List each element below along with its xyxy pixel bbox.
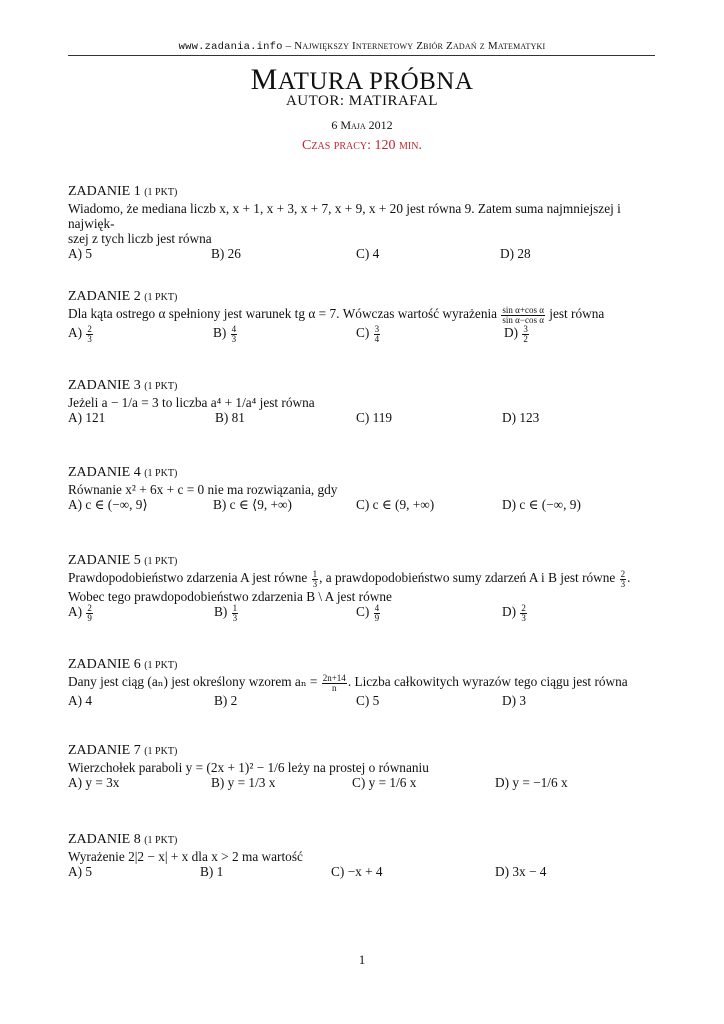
option-b[interactable]: B) y = 1/3 x xyxy=(211,775,276,790)
task-title: ZADANIE 7 (1 PKT) xyxy=(68,743,178,758)
task-text: Wierzchołek paraboli y = (2x + 1)² − 1/6 leży na prostej o równaniu xyxy=(68,760,429,775)
option-d[interactable]: D) 28 xyxy=(500,246,531,261)
option-b[interactable]: B) 81 xyxy=(215,410,245,425)
option-d[interactable]: D) $\frac{3}{2}$ xyxy=(504,324,528,344)
expression-fraction: $\frac{\text{sin α+cos α}}{\text{sin α−cos α}}$ xyxy=(502,305,544,325)
task-4 xyxy=(68,465,656,512)
task-text: Dany jest ciąg (aₙ) jest określony wzorem aₙ = $\frac{2n+14}{n}$ . Liczba całkowitych wyrazów tego ciągu jest równa xyxy=(68,673,628,693)
option-d[interactable]: D) 3x − 4 xyxy=(495,864,547,879)
task-title: ZADANIE 2 (1 PKT) xyxy=(68,289,178,304)
option-a[interactable]: A) 5 xyxy=(68,246,93,261)
task-text: Prawdopodobieństwo zdarzenia A jest równe $\frac{1}{3}$ , a prawdopodobieństwo sumy zdarzeń A i B jest równe $\frac{2}{3}$ . xyxy=(68,569,631,589)
task-text: Dla kąta ostrego α spełniony jest warunek tg α = 7. Wówczas wartość wyrażenia $\frac{\text{sin α+cos α}}{\text{sin α−cos α}}$ jest równa xyxy=(68,305,605,325)
answer-options xyxy=(68,410,656,425)
task-title: ZADANIE 3 (1 PKT) xyxy=(68,378,178,393)
option-b[interactable]: B) 26 xyxy=(211,246,241,261)
page-header xyxy=(0,40,724,53)
option-a[interactable]: A) $\frac{2}{3}$ xyxy=(68,324,92,344)
site-url[interactable]: www.zadania.info xyxy=(178,41,283,53)
option-c[interactable]: C) 5 xyxy=(356,693,380,708)
header-rule xyxy=(68,55,655,56)
page-number: 1 xyxy=(358,952,366,967)
option-c[interactable]: C) $\frac{3}{4}$ xyxy=(356,324,380,344)
task-text: Jeżeli a − 1/a = 3 to liczba a⁴ + 1/a⁴ jest równa xyxy=(68,395,315,410)
task-text: Wiadomo, że mediana liczb x, x + 1, x + 3, x + 7, x + 9, x + 20 jest równa 9. Zatem suma najmniejszej i najwięk- xyxy=(68,201,621,231)
task-title: ZADANIE 1 (1 PKT) xyxy=(68,184,178,199)
task-2 xyxy=(68,289,656,343)
answer-options xyxy=(68,325,656,343)
answer-options xyxy=(68,604,656,622)
task-3 xyxy=(68,378,656,425)
answer-options xyxy=(68,246,656,261)
option-c[interactable]: C) 119 xyxy=(356,410,393,425)
author: AUTOR: MATIRAFAL xyxy=(285,93,439,109)
option-b[interactable]: B) $\frac{4}{3}$ xyxy=(213,324,237,344)
task-title: ZADANIE 5 (1 PKT) xyxy=(68,553,178,568)
task-title: ZADANIE 8 (1 PKT) xyxy=(68,832,178,847)
option-a[interactable]: A) 121 xyxy=(68,410,106,425)
header-separator: – xyxy=(282,40,295,52)
task-text: Wyrażenie 2|2 − x| + x dla x > 2 ma wartość xyxy=(68,849,303,864)
task-title: ZADANIE 6 (1 PKT) xyxy=(68,657,178,672)
task-text: Równanie x² + 6x + c = 0 nie ma rozwiązania, gdy xyxy=(68,482,338,497)
option-d[interactable]: D) c ∈ (−∞, 9) xyxy=(502,497,581,512)
option-d[interactable]: D) 123 xyxy=(502,410,540,425)
task-text-line2: szej z tych liczb jest równa xyxy=(68,231,212,246)
option-b[interactable]: B) c ∈ ⟨9, +∞) xyxy=(213,497,292,512)
option-d[interactable]: D) y = −1/6 x xyxy=(495,775,568,790)
date: 6 Maja 2012 xyxy=(331,118,393,132)
option-a[interactable]: A) 5 xyxy=(68,864,93,879)
option-b[interactable]: B) 2 xyxy=(214,693,238,708)
option-c[interactable]: C) −x + 4 xyxy=(331,864,383,879)
header-tagline: Największy Internetowy Zbiór Zadań z Matematyki xyxy=(294,40,546,52)
answer-options xyxy=(68,497,656,512)
option-a[interactable]: A) 4 xyxy=(68,693,93,708)
option-a[interactable]: A) y = 3x xyxy=(68,775,120,790)
task-6 xyxy=(68,657,656,708)
option-a[interactable]: A) $\frac{2}{9}$ xyxy=(68,603,92,623)
answer-options xyxy=(68,693,656,708)
option-c[interactable]: C) y = 1/6 x xyxy=(352,775,417,790)
task-5 xyxy=(68,553,656,622)
task-7 xyxy=(68,743,656,793)
option-d[interactable]: D) 3 xyxy=(502,693,527,708)
task-text-line2: Wobec tego prawdopodobieństwo zdarzenia B \ A jest równe xyxy=(68,589,392,604)
option-d[interactable]: D) $\frac{2}{3}$ xyxy=(502,603,526,623)
option-b[interactable]: B) 1 xyxy=(200,864,224,879)
document-title: MATURA PRÓBNA xyxy=(250,63,474,96)
answer-options xyxy=(68,864,656,879)
option-a[interactable]: A) c ∈ (−∞, 9⟩ xyxy=(68,497,148,512)
option-b[interactable]: B) $\frac{1}{3}$ xyxy=(214,603,238,623)
option-c[interactable]: C) $\frac{4}{9}$ xyxy=(356,603,380,623)
option-c[interactable]: C) 4 xyxy=(356,246,380,261)
answer-options xyxy=(68,775,656,793)
task-title: ZADANIE 4 (1 PKT) xyxy=(68,465,178,480)
time-limit: Czas pracy: 120 min. xyxy=(302,138,422,153)
task-8 xyxy=(68,832,656,879)
task-1 xyxy=(68,184,656,261)
option-c[interactable]: C) c ∈ (9, +∞) xyxy=(356,497,435,512)
